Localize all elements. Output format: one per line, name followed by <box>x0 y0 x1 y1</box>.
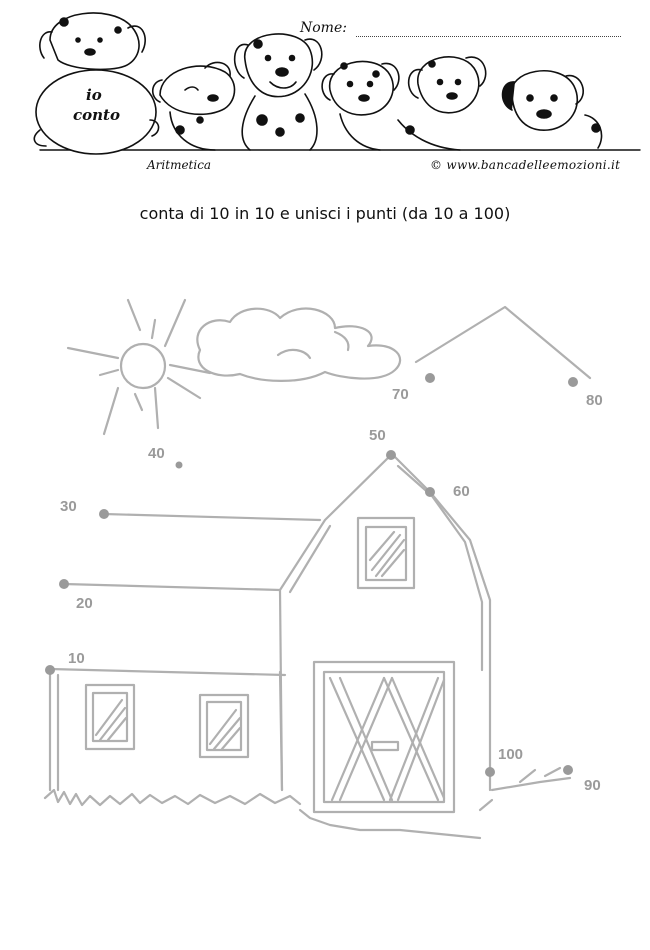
dot-label-30: 30 <box>60 498 77 515</box>
dot-100 <box>485 767 495 777</box>
name-input-line[interactable] <box>356 36 621 37</box>
subject-label: Aritmetica <box>147 158 212 172</box>
farm-scene-sketch <box>0 270 650 910</box>
cloud-sketch <box>197 309 400 381</box>
instruction-text: conta di 10 in 10 e unisci i punti (da 10 a 100) <box>139 204 511 223</box>
dot-label-40: 40 <box>148 445 165 462</box>
dot-10 <box>45 665 55 675</box>
dot-20 <box>59 579 69 589</box>
dot-label-10: 10 <box>68 650 85 667</box>
dot-30 <box>99 509 109 519</box>
ball-text-io: io <box>86 86 102 104</box>
dot-60 <box>425 487 435 497</box>
dot-50 <box>386 450 396 460</box>
dot-80 <box>568 377 578 387</box>
dot-label-50: 50 <box>369 427 386 444</box>
roof-outline <box>416 307 590 378</box>
dot-to-dot-drawing <box>0 270 650 910</box>
dot-label-90: 90 <box>584 777 601 794</box>
dot-label-80: 80 <box>586 392 603 409</box>
ball-text-conto: conto <box>73 106 120 124</box>
dot-label-100: 100 <box>498 746 524 763</box>
sun-sketch <box>68 300 210 434</box>
barn-sketch <box>45 454 570 838</box>
dot-90 <box>563 765 573 775</box>
site-credit: © www.bancadelleemozioni.it <box>430 158 621 172</box>
dot-label-60: 60 <box>453 483 470 500</box>
dot-label-70: 70 <box>392 386 409 403</box>
dot-70 <box>425 373 435 383</box>
name-label: Nome: <box>300 20 347 36</box>
dot-label-20: 20 <box>76 595 93 612</box>
dot-40 <box>176 462 183 469</box>
